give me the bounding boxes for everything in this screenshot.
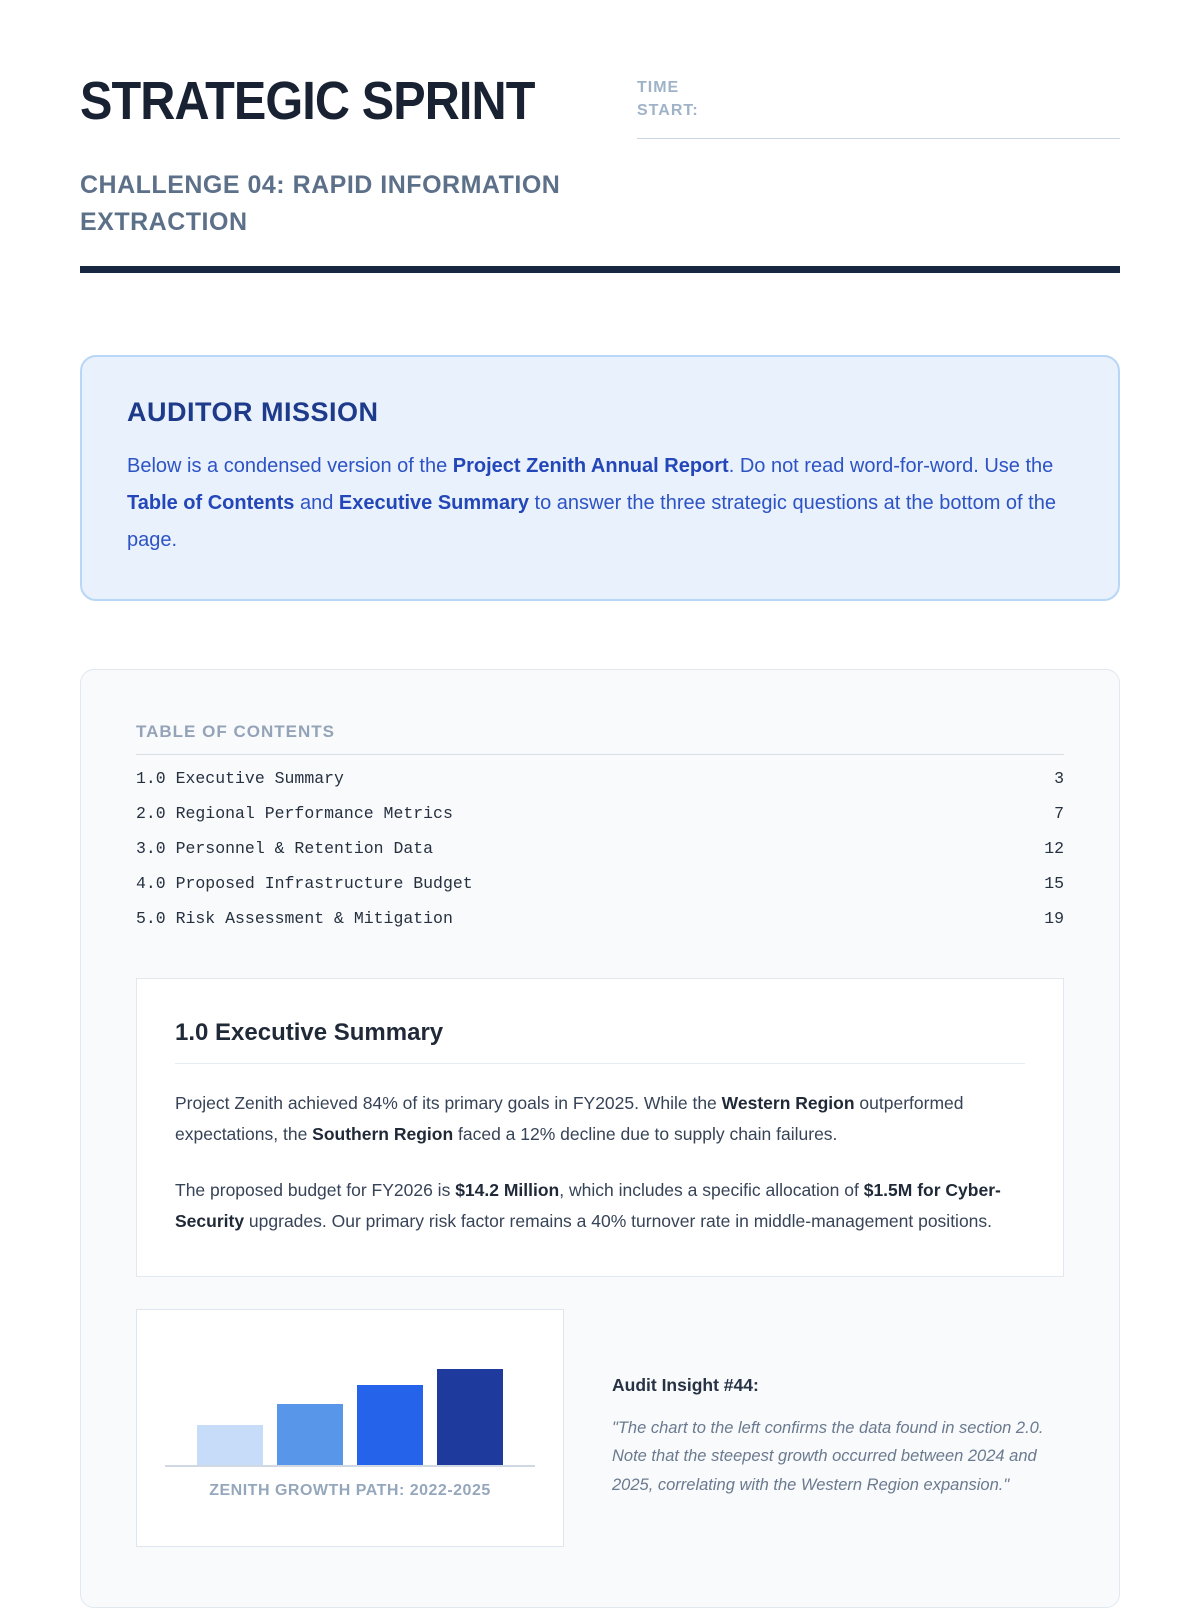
bar-2024 xyxy=(357,1385,423,1465)
toc-row xyxy=(136,901,1064,936)
auditor-mission-box xyxy=(80,355,1120,601)
toc-entry-page: 19 xyxy=(1044,908,1064,928)
header-divider xyxy=(80,266,1120,273)
executive-summary-paragraph-1 xyxy=(175,1088,1025,1151)
audit-insight-heading: Audit Insight #44: xyxy=(612,1374,759,1395)
chart-baseline xyxy=(165,1465,535,1467)
time-label-line1: TIME xyxy=(637,79,680,96)
mission-bold-report-name: Project Zenith Annual Report xyxy=(452,454,729,477)
toc-entry-title: 3.0 Personnel & Retention Data xyxy=(136,838,434,858)
bar-2022 xyxy=(197,1425,263,1465)
executive-summary-paragraph-2 xyxy=(175,1175,1025,1238)
mission-body-text: Below is a condensed version of the xyxy=(127,454,453,477)
summary-text: Project Zenith achieved 84% of its primary goals in FY2025. While the xyxy=(175,1092,722,1113)
toc-row xyxy=(136,831,1064,866)
mission-bold-toc: Table of Contents xyxy=(127,491,295,514)
summary-text: The proposed budget for FY2026 is xyxy=(175,1179,456,1200)
page-title: STRATEGIC SPRINT xyxy=(80,71,535,131)
mission-body-text: and xyxy=(294,491,339,514)
toc-entry-page: 12 xyxy=(1044,838,1064,858)
executive-summary-card xyxy=(136,978,1064,1277)
mission-body xyxy=(127,448,1073,559)
bar-2025 xyxy=(437,1369,503,1465)
bold-western-region: Western Region xyxy=(721,1092,855,1113)
mission-body-text: . Do not read word-for-word. Use the xyxy=(728,454,1054,477)
mission-title: AUDITOR MISSION xyxy=(127,396,379,427)
summary-text: upgrades. Our primary risk factor remains a 40% turnover rate in middle-management positions. xyxy=(244,1211,993,1232)
bold-cyber-security-allocation: $1.5M for Cyber-Security xyxy=(175,1179,1001,1232)
toc-entry-page: 7 xyxy=(1054,803,1064,823)
toc-row xyxy=(136,761,1064,796)
toc-entry-title: 2.0 Regional Performance Metrics xyxy=(136,803,453,823)
bar-2023 xyxy=(277,1404,343,1465)
time-start-label xyxy=(637,76,1120,122)
bold-budget-amount: $14.2 Million xyxy=(455,1179,560,1200)
mission-bold-exec-summary: Executive Summary xyxy=(338,491,529,514)
audit-insight-quote: "The chart to the left confirms the data found in section 2.0. Note that the steepest growth occurred between 2024 and 2025, correlating with the Western Region expansion." xyxy=(612,1418,1044,1494)
toc-heading: TABLE OF CONTENTS xyxy=(136,722,1064,755)
bold-southern-region: Southern Region xyxy=(312,1124,454,1145)
summary-text: outperformed expectations, the xyxy=(175,1092,964,1145)
toc-row xyxy=(136,796,1064,831)
summary-text: , which includes a specific allocation of xyxy=(559,1179,864,1200)
mission-body-text: to answer the three strategic questions at the bottom of the page. xyxy=(127,491,1056,551)
toc-entry-title: 1.0 Executive Summary xyxy=(136,768,344,788)
report-container xyxy=(80,669,1120,1608)
executive-summary-heading: 1.0 Executive Summary xyxy=(175,1019,1025,1064)
audit-insight xyxy=(612,1309,1064,1547)
chart-caption: ZENITH GROWTH PATH: 2022-2025 xyxy=(209,1481,491,1499)
toc-entry-page: 3 xyxy=(1054,768,1064,788)
bar-chart xyxy=(137,1369,563,1465)
toc-entry-page: 15 xyxy=(1044,873,1064,893)
summary-text: faced a 12% decline due to supply chain failures. xyxy=(453,1124,838,1145)
toc-entry-title: 5.0 Risk Assessment & Mitigation xyxy=(136,908,453,928)
toc-row xyxy=(136,866,1064,901)
page-header xyxy=(80,71,1120,273)
time-start-field[interactable] xyxy=(637,76,1120,139)
table-of-contents xyxy=(136,722,1064,936)
toc-entry-title: 4.0 Proposed Infrastructure Budget xyxy=(136,873,473,893)
challenge-subtitle: CHALLENGE 04: RAPID INFORMATION EXTRACTION xyxy=(80,171,561,236)
time-label-line2: START: xyxy=(637,102,699,120)
growth-chart-card xyxy=(136,1309,564,1547)
